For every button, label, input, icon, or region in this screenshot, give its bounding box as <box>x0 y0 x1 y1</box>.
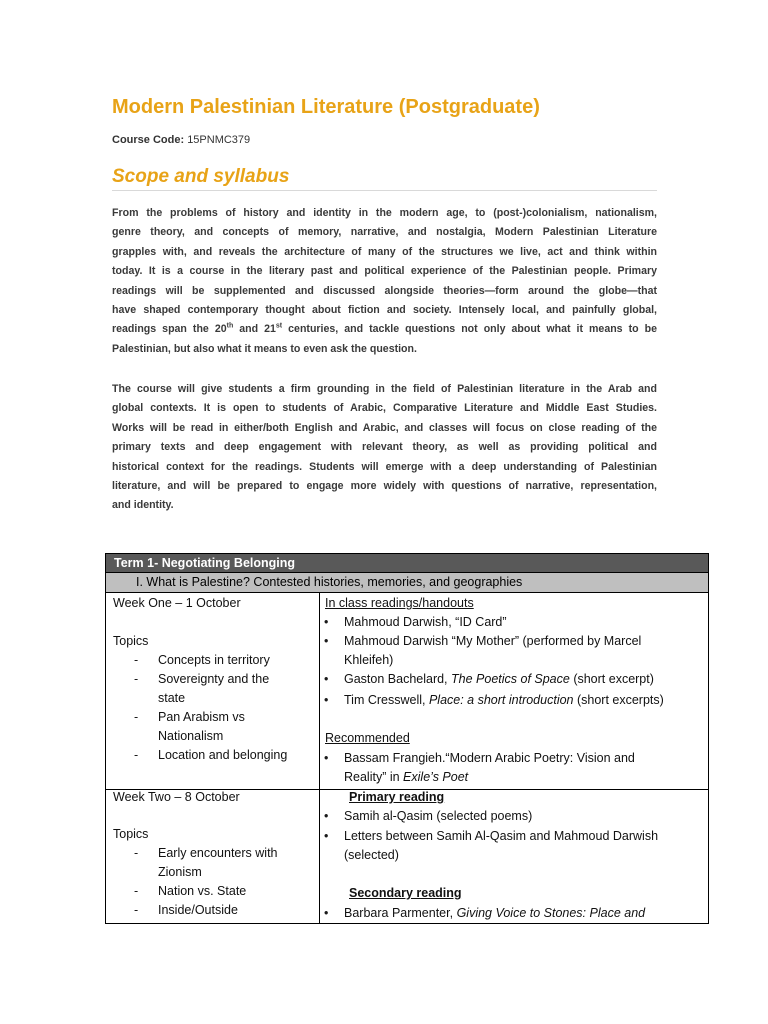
reading-item: Mahmoud Darwish “My Mother” (performed by Marcel <box>344 634 642 648</box>
text-segment: (short excerpts) <box>573 693 664 707</box>
text-line: From the problems of history and identity in the modern age, to (post-)colonialism, nationalism, <box>112 207 657 219</box>
scope-paragraph-1 <box>112 204 657 359</box>
text-segment: Reality” in <box>344 770 404 784</box>
text-line: have shaped contemporary thought about fiction and society. Intensely local, and painfully global, <box>112 304 657 317</box>
week-two-topics-label: Topics <box>113 827 149 841</box>
course-code-value: 15PNMC379 <box>187 134 251 146</box>
bullet-marker: • <box>324 809 329 823</box>
text-segment: Place: a short introduction <box>428 693 574 707</box>
bullet-marker: • <box>324 615 329 629</box>
dash-marker: - <box>134 748 139 762</box>
text-segment: and 21 <box>233 323 276 336</box>
in-class-readings-heading: In class readings/handouts <box>325 596 474 610</box>
dash-marker: - <box>134 884 139 898</box>
bullet-marker: • <box>324 634 329 648</box>
scope-paragraph-2 <box>112 380 657 516</box>
text-line: Palestinian, but also what it means to even ask the question. <box>112 342 417 355</box>
text-line: primary texts and deep engagement with relevant theory, as well as providing political and <box>112 441 657 454</box>
bullet-marker: • <box>324 672 329 686</box>
topic-item: Nation vs. State <box>158 884 247 898</box>
text-line <box>112 320 657 339</box>
primary-reading-item: Letters between Samih Al-Qasim and Mahmoud Darwish <box>344 829 659 843</box>
topic-item-continued: state <box>158 691 186 705</box>
section-divider <box>112 190 657 191</box>
text-segment: Exile’s Poet <box>403 770 469 784</box>
recommended-heading: Recommended <box>325 731 410 745</box>
unit-header-row <box>106 573 708 593</box>
topic-item: Concepts in territory <box>158 653 270 667</box>
superscript: th <box>226 322 234 330</box>
reading-item-continued: Khleifeh) <box>344 653 394 667</box>
text-segment: Gaston Bachelard, <box>344 672 452 686</box>
recommended-item: Bassam Frangieh.“Modern Arabic Poetry: Vision and <box>344 751 635 765</box>
text-line: genre theory, and concepts of memory, narrative, and nostalgia, Modern Palestinian Literature <box>112 226 657 239</box>
dash-marker: - <box>134 653 139 667</box>
text-segment: centuries, and tackle questions not only about what it means to be <box>282 323 657 336</box>
text-line: historical context for the readings. Students will emerge with a deep understanding of Palestinian <box>112 460 657 473</box>
text-line: literature, and will be prepared to engage more widely with questions of narrative, representation, <box>112 480 657 493</box>
course-code-label: Course Code: <box>112 134 185 146</box>
dash-marker: - <box>134 846 139 860</box>
secondary-reading-item <box>344 904 645 923</box>
reading-item: Mahmoud Darwish, “ID Card” <box>344 615 507 629</box>
text-line: today. It is a course in the literary past and political experience of the Palestinian people. Primary <box>112 265 657 278</box>
text-segment: (short excerpt) <box>569 672 654 686</box>
text-line: readings will be supplemented and discussed alongside theories—form around the globe—that <box>112 284 657 297</box>
bullet-marker: • <box>324 829 329 843</box>
topic-item: Sovereignty and the <box>158 672 270 686</box>
column-divider <box>319 593 320 924</box>
text-line: global contexts. It is open to students of Arabic, Comparative Literature and Middle East Studies. <box>112 402 657 415</box>
primary-reading-item-continued: (selected) <box>344 848 399 862</box>
reading-item <box>344 691 664 710</box>
text-line: and identity. <box>112 499 174 512</box>
secondary-reading-heading: Secondary reading <box>349 886 462 900</box>
primary-reading-heading: Primary reading <box>349 790 445 804</box>
page-title: Modern Palestinian Literature (Postgraduate) <box>112 96 540 118</box>
bullet-marker: • <box>324 693 329 707</box>
dash-marker: - <box>134 903 139 917</box>
topic-item: Location and belonging <box>158 748 288 762</box>
bullet-marker: • <box>324 751 329 765</box>
text-line: The course will give students a firm grounding in the field of Palestinian literature in the Arab and <box>112 383 657 395</box>
week-one-label: Week One – 1 October <box>113 596 241 610</box>
topic-item: Inside/Outside <box>158 903 238 917</box>
text-segment: Giving Voice to Stones: Place and <box>456 906 646 920</box>
text-segment: Barbara Parmenter, <box>344 906 457 920</box>
topic-item: Early encounters with <box>158 846 278 860</box>
dash-marker: - <box>134 672 139 686</box>
text-line: grapples with, and reveals the architecture of many of the structures we live, act and think within <box>112 245 657 258</box>
superscript: st <box>275 322 283 330</box>
course-code <box>112 134 250 146</box>
syllabus-table <box>105 553 709 924</box>
term-header-row <box>106 554 708 573</box>
text-segment: readings span the 20 <box>112 323 227 336</box>
term-header: Term 1- Negotiating Belonging <box>114 556 296 570</box>
recommended-item-continued <box>344 768 468 787</box>
week-one-topics-label: Topics <box>113 634 149 648</box>
unit-header: I. What is Palestine? Contested histories, memories, and geographies <box>136 575 523 589</box>
week-two-label: Week Two – 8 October <box>113 790 240 804</box>
topic-item-continued: Zionism <box>158 865 202 879</box>
topic-item: Pan Arabism vs <box>158 710 245 724</box>
reading-item <box>344 670 654 689</box>
bullet-marker: • <box>324 906 329 920</box>
text-line: Works will be read in either/both English and Arabic, and classes will focus on close reading of the <box>112 421 657 434</box>
section-heading: Scope and syllabus <box>112 166 290 187</box>
topic-item-continued: Nationalism <box>158 729 224 743</box>
text-segment: Tim Cresswell, <box>344 693 429 707</box>
dash-marker: - <box>134 710 139 724</box>
text-segment: The Poetics of Space <box>451 672 570 686</box>
primary-reading-item: Samih al-Qasim (selected poems) <box>344 809 533 823</box>
